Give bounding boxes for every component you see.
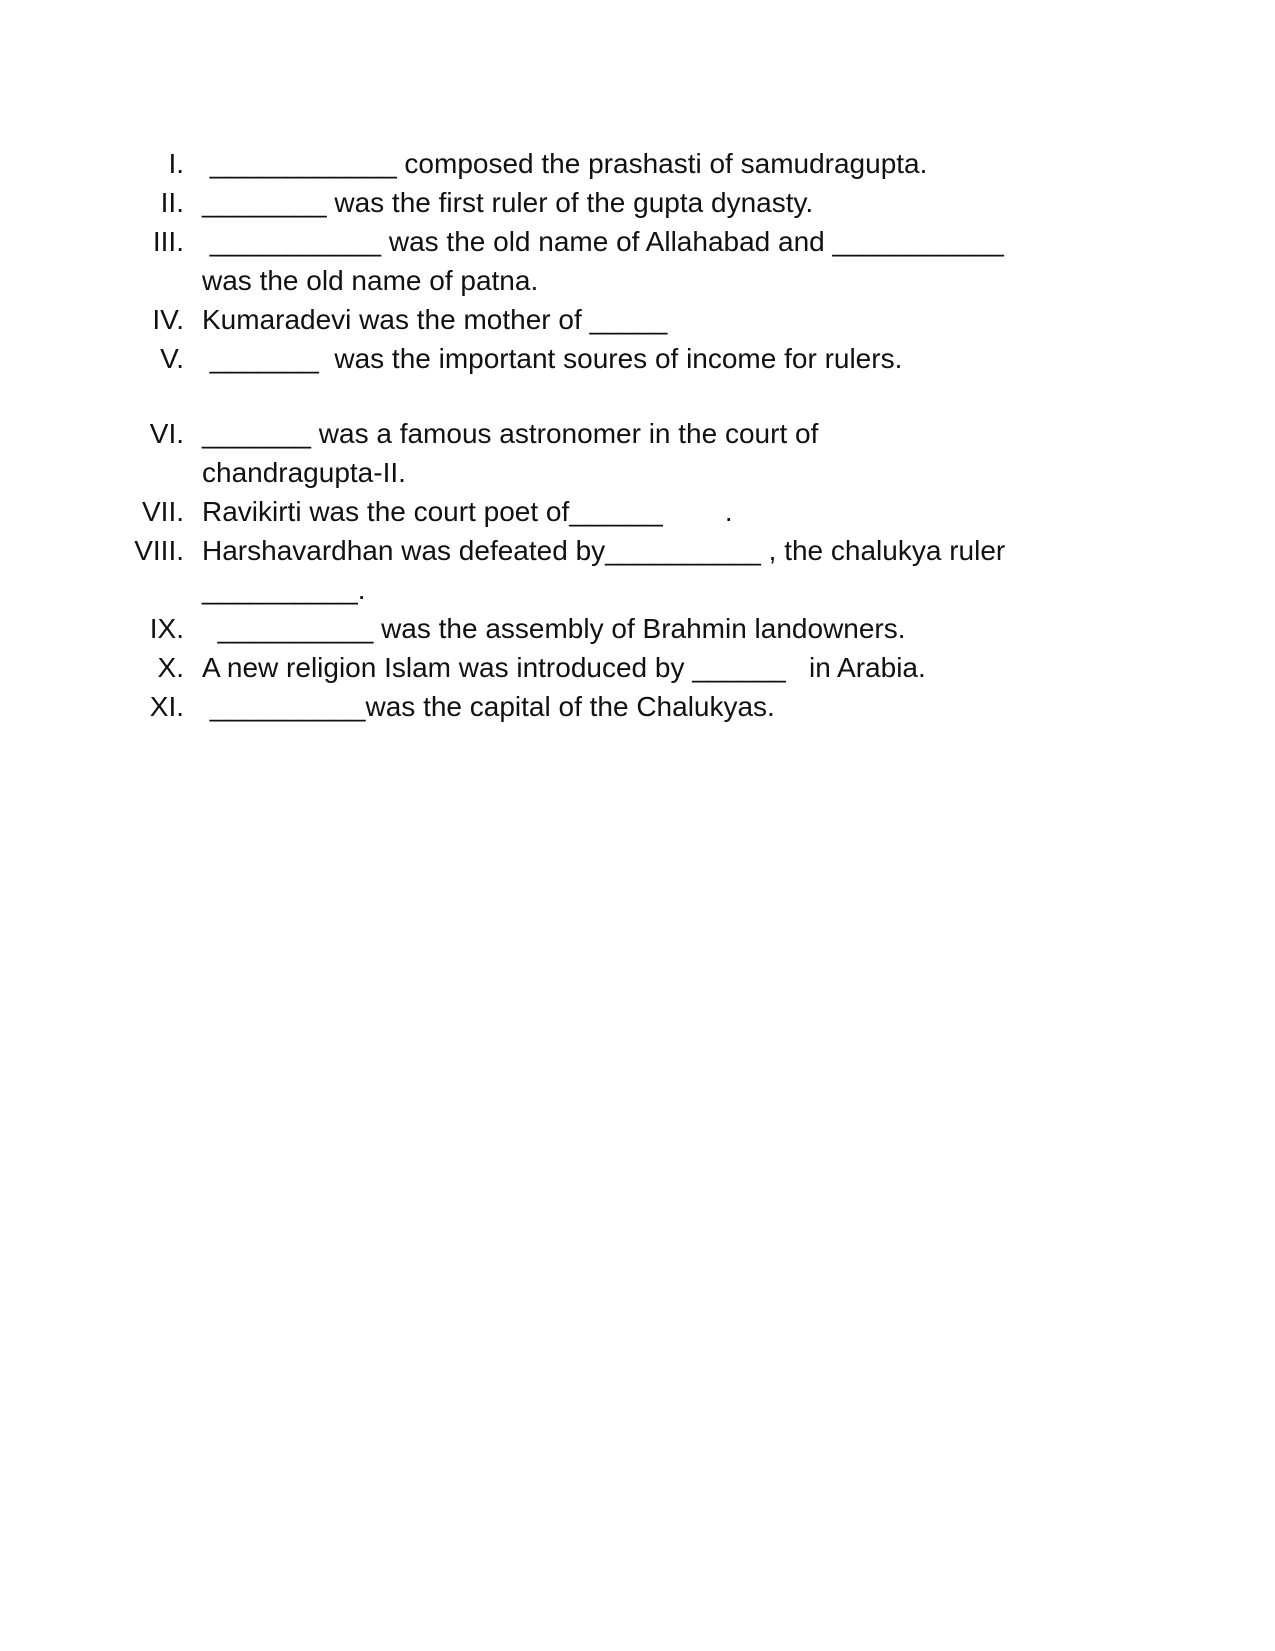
- list-item: [120, 414, 1100, 492]
- item-number: XI.: [149, 691, 184, 722]
- item-text: _______ was a famous astronomer in the court of chandragupta-II.: [202, 418, 819, 488]
- item-text: ________ was the first ruler of the gupta dynasty.: [202, 187, 814, 218]
- item-text: ___________ was the old name of Allahabad and ___________ was the old name of patna.: [202, 226, 1004, 296]
- spacer: [120, 378, 1100, 414]
- item-text: __________ was the assembly of Brahmin landowners.: [202, 613, 906, 644]
- item-number: I.: [168, 148, 184, 179]
- question-list: [120, 144, 1100, 726]
- item-number: VII.: [141, 496, 184, 527]
- item-number: IV.: [152, 304, 184, 335]
- item-number: III.: [152, 226, 184, 257]
- list-item: [120, 687, 1100, 726]
- list-item: [120, 648, 1100, 687]
- item-text: A new religion Islam was introduced by ______ in Arabia.: [202, 652, 926, 683]
- item-number: II.: [160, 187, 184, 218]
- item-number: V.: [160, 343, 184, 374]
- item-text: Kumaradevi was the mother of _____: [202, 304, 668, 335]
- list-item: [120, 609, 1100, 648]
- list-item: [120, 339, 1100, 378]
- item-text: Harshavardhan was defeated by__________ , the chalukya ruler __________.: [202, 535, 1006, 605]
- item-text: _______ was the important soures of income for rulers.: [202, 343, 903, 374]
- list-item: [120, 144, 1100, 183]
- list-item: [120, 300, 1100, 339]
- list-item: [120, 222, 1100, 300]
- item-number: VIII.: [134, 535, 184, 566]
- item-text: __________was the capital of the Chalukyas.: [202, 691, 775, 722]
- item-number: IX.: [149, 613, 184, 644]
- item-number: X.: [157, 652, 184, 683]
- item-text: Ravikirti was the court poet of______ .: [202, 496, 733, 527]
- list-item: [120, 183, 1100, 222]
- list-item: [120, 492, 1100, 531]
- list-item: [120, 531, 1100, 609]
- item-text: ____________ composed the prashasti of samudragupta.: [202, 148, 928, 179]
- item-number: VI.: [149, 418, 184, 449]
